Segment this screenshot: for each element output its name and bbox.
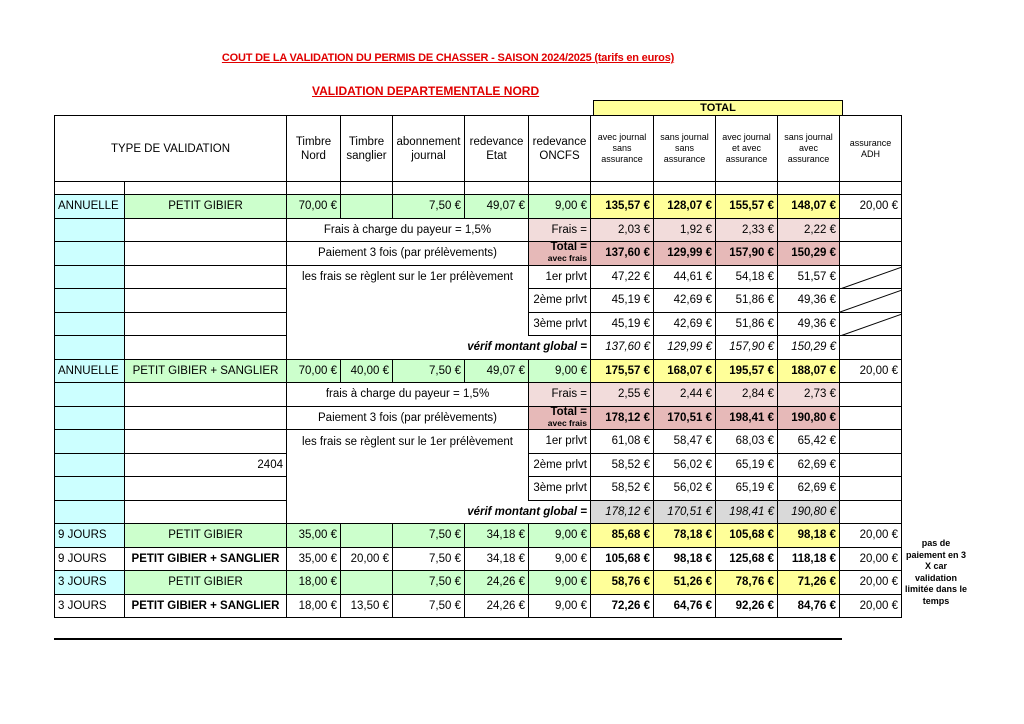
document-title: COUT DE LA VALIDATION DU PERMIS DE CHASSER - SAISON 2024/2025 (tarifs en euros) xyxy=(221,52,675,64)
redevance-etat-cell: 34,18 € xyxy=(465,524,529,548)
table-row xyxy=(55,336,902,360)
prelevement-label: 1er prlvt xyxy=(529,265,591,289)
prelevement-cell: 51,86 € xyxy=(716,312,778,336)
total-cell: 105,68 € xyxy=(716,524,778,548)
prelevement-label: 2ème prlvt xyxy=(529,453,591,477)
prelevement-cell: 65,19 € xyxy=(716,477,778,501)
total-cell: 195,57 € xyxy=(716,359,778,383)
verif-cell: 129,99 € xyxy=(654,336,716,360)
total-cell: 85,68 € xyxy=(591,524,654,548)
verif-cell: 198,41 € xyxy=(716,500,778,524)
prelevement-cell: 45,19 € xyxy=(591,312,654,336)
paiement-label: Paiement 3 fois (par prélèvements) xyxy=(287,242,529,266)
header-timbre-nord: Timbre Nord xyxy=(287,116,341,182)
prelevement-cell: 65,19 € xyxy=(716,453,778,477)
prelevement-cell: 54,18 € xyxy=(716,265,778,289)
total-cell: 118,18 € xyxy=(778,547,840,571)
total-cell: 64,76 € xyxy=(654,594,716,618)
verif-cell: 157,90 € xyxy=(716,336,778,360)
header-redevance-oncfs: redevance ONCFS xyxy=(529,116,591,182)
table-row xyxy=(55,477,902,501)
frais-short-label: Frais = xyxy=(529,383,591,407)
table-row xyxy=(55,359,902,383)
header-row xyxy=(55,116,902,182)
total-cell: 168,07 € xyxy=(654,359,716,383)
redevance-etat-cell: 49,07 € xyxy=(465,359,529,383)
prelevement-label: 1er prlvt xyxy=(529,430,591,454)
type-cell: PETIT GIBIER xyxy=(125,195,287,219)
redevance-etat-cell: 24,26 € xyxy=(465,594,529,618)
type-cell: PETIT GIBIER + SANGLIER xyxy=(125,359,287,383)
redevance-oncfs-cell: 9,00 € xyxy=(529,547,591,571)
prelevement-cell: 62,69 € xyxy=(778,477,840,501)
table-row xyxy=(55,524,902,548)
note-2404: 2404 xyxy=(125,453,287,477)
abonnement-cell: 7,50 € xyxy=(393,547,465,571)
total-frais-cell: 150,29 € xyxy=(778,242,840,266)
total-frais-label: Total = avec frais xyxy=(529,242,591,266)
diagonal-strike xyxy=(840,312,902,336)
prelevement-cell: 56,02 € xyxy=(654,477,716,501)
total-cell: 78,18 € xyxy=(654,524,716,548)
header-total-3: avec journal et avec assurance xyxy=(716,116,778,182)
frais-label: Frais à charge du payeur = 1,5% xyxy=(287,218,529,242)
table-row xyxy=(55,500,902,524)
header-redevance-etat: redevance Etat xyxy=(465,116,529,182)
timbre-nord-cell: 70,00 € xyxy=(287,359,341,383)
assurance-cell: 20,00 € xyxy=(840,547,902,571)
frais-cell: 2,55 € xyxy=(591,383,654,407)
verif-cell: 137,60 € xyxy=(591,336,654,360)
timbre-nord-cell: 70,00 € xyxy=(287,195,341,219)
abonnement-cell: 7,50 € xyxy=(393,524,465,548)
side-note: pas de paiement en 3 X car validation limitée dans le temps xyxy=(904,538,968,606)
header-total-4: sans journal avec assurance xyxy=(778,116,840,182)
table-row xyxy=(55,265,902,289)
assurance-cell: 20,00 € xyxy=(840,524,902,548)
table-row xyxy=(55,242,902,266)
header-type: TYPE DE VALIDATION xyxy=(55,116,287,182)
total-frais-cell: 137,60 € xyxy=(591,242,654,266)
total-cell: 98,18 € xyxy=(654,547,716,571)
table-row xyxy=(55,406,902,430)
frais-label: frais à charge du payeur = 1,5% xyxy=(287,383,529,407)
prelevement-cell: 62,69 € xyxy=(778,453,840,477)
verif-cell: 170,51 € xyxy=(654,500,716,524)
abonnement-cell: 7,50 € xyxy=(393,594,465,618)
total-frais-cell: 190,80 € xyxy=(778,406,840,430)
frais-cell: 2,44 € xyxy=(654,383,716,407)
total-cell: 135,57 € xyxy=(591,195,654,219)
duree-cell: ANNUELLE xyxy=(55,359,125,383)
prelevement-cell: 65,42 € xyxy=(778,430,840,454)
total-cell: 128,07 € xyxy=(654,195,716,219)
total-cell: 98,18 € xyxy=(778,524,840,548)
paiement-label: Paiement 3 fois (par prélèvements) xyxy=(287,406,529,430)
prelevement-cell: 58,52 € xyxy=(591,453,654,477)
table-row xyxy=(55,547,902,571)
redevance-oncfs-cell: 9,00 € xyxy=(529,594,591,618)
prelevement-cell: 58,52 € xyxy=(591,477,654,501)
redevance-oncfs-cell: 9,00 € xyxy=(529,359,591,383)
total-cell: 148,07 € xyxy=(778,195,840,219)
prelevement-cell: 42,69 € xyxy=(654,312,716,336)
tarif-table xyxy=(54,115,902,618)
prelevement-cell: 61,08 € xyxy=(591,430,654,454)
duree-cell: 9 JOURS xyxy=(55,547,125,571)
prelevement-cell: 49,36 € xyxy=(778,312,840,336)
timbre-nord-cell: 35,00 € xyxy=(287,547,341,571)
frais-cell: 2,22 € xyxy=(778,218,840,242)
total-cell: 92,26 € xyxy=(716,594,778,618)
table-row xyxy=(55,594,902,618)
timbre-sanglier-cell: 40,00 € xyxy=(341,359,393,383)
type-cell: PETIT GIBIER xyxy=(125,524,287,548)
duree-cell: 3 JOURS xyxy=(55,571,125,595)
prelevement-cell: 51,57 € xyxy=(778,265,840,289)
timbre-sanglier-cell xyxy=(341,524,393,548)
bottom-divider xyxy=(54,638,842,640)
prelevement-cell: 68,03 € xyxy=(716,430,778,454)
abonnement-cell: 7,50 € xyxy=(393,571,465,595)
total-cell: 51,26 € xyxy=(654,571,716,595)
prelevement-cell: 58,47 € xyxy=(654,430,716,454)
abonnement-cell: 7,50 € xyxy=(393,359,465,383)
verif-cell: 190,80 € xyxy=(778,500,840,524)
document-subtitle: VALIDATION DEPARTEMENTALE NORD xyxy=(312,84,540,98)
regle-label: les frais se règlent sur le 1er prélèvement xyxy=(287,430,529,454)
timbre-nord-cell: 35,00 € xyxy=(287,524,341,548)
redevance-oncfs-cell: 9,00 € xyxy=(529,195,591,219)
total-frais-label: Total = avec frais xyxy=(529,406,591,430)
verif-cell: 178,12 € xyxy=(591,500,654,524)
prelevement-label: 3ème prlvt xyxy=(529,312,591,336)
assurance-cell: 20,00 € xyxy=(840,571,902,595)
total-cell: 71,26 € xyxy=(778,571,840,595)
assurance-cell: 20,00 € xyxy=(840,594,902,618)
timbre-sanglier-cell xyxy=(341,571,393,595)
prelevement-cell: 49,36 € xyxy=(778,289,840,313)
total-cell: 155,57 € xyxy=(716,195,778,219)
prelevement-cell: 42,69 € xyxy=(654,289,716,313)
frais-cell: 1,92 € xyxy=(654,218,716,242)
header-total-1: avec journal sans assurance xyxy=(591,116,654,182)
total-cell: 125,68 € xyxy=(716,547,778,571)
table-row xyxy=(55,289,902,313)
verif-cell: 150,29 € xyxy=(778,336,840,360)
timbre-sanglier-cell: 13,50 € xyxy=(341,594,393,618)
redevance-etat-cell: 24,26 € xyxy=(465,571,529,595)
header-assurance: assurance ADH xyxy=(840,116,902,182)
diagonal-strike xyxy=(840,265,902,289)
type-cell: PETIT GIBIER + SANGLIER xyxy=(125,547,287,571)
prelevement-cell: 47,22 € xyxy=(591,265,654,289)
duree-cell: 3 JOURS xyxy=(55,594,125,618)
prelevement-cell: 44,61 € xyxy=(654,265,716,289)
abonnement-cell: 7,50 € xyxy=(393,195,465,219)
total-frais-cell: 157,90 € xyxy=(716,242,778,266)
timbre-nord-cell: 18,00 € xyxy=(287,594,341,618)
total-cell: 188,07 € xyxy=(778,359,840,383)
total-frais-cell: 178,12 € xyxy=(591,406,654,430)
prelevement-label: 2ème prlvt xyxy=(529,289,591,313)
total-cell: 84,76 € xyxy=(778,594,840,618)
duree-cell: ANNUELLE xyxy=(55,195,125,219)
total-frais-cell: 198,41 € xyxy=(716,406,778,430)
redevance-oncfs-cell: 9,00 € xyxy=(529,571,591,595)
redevance-etat-cell: 49,07 € xyxy=(465,195,529,219)
header-total-2: sans journal sans assurance xyxy=(654,116,716,182)
verif-label: vérif montant global = xyxy=(287,500,591,524)
total-cell: 105,68 € xyxy=(591,547,654,571)
verif-label: vérif montant global = xyxy=(287,336,591,360)
total-cell: 58,76 € xyxy=(591,571,654,595)
assurance-cell: 20,00 € xyxy=(840,195,902,219)
redevance-oncfs-cell: 9,00 € xyxy=(529,524,591,548)
table-row xyxy=(55,430,902,454)
total-frais-cell: 170,51 € xyxy=(654,406,716,430)
prelevement-cell: 56,02 € xyxy=(654,453,716,477)
table-row xyxy=(55,453,902,477)
redevance-etat-cell: 34,18 € xyxy=(465,547,529,571)
prelevement-cell: 51,86 € xyxy=(716,289,778,313)
total-header: TOTAL xyxy=(593,100,843,115)
table-row xyxy=(55,571,902,595)
table-row xyxy=(55,312,902,336)
regle-label: les frais se règlent sur le 1er prélèvement xyxy=(287,265,529,289)
type-cell: PETIT GIBIER + SANGLIER xyxy=(125,594,287,618)
timbre-sanglier-cell: 20,00 € xyxy=(341,547,393,571)
diagonal-strike xyxy=(840,289,902,313)
frais-cell: 2,03 € xyxy=(591,218,654,242)
prelevement-label: 3ème prlvt xyxy=(529,477,591,501)
frais-short-label: Frais = xyxy=(529,218,591,242)
total-cell: 78,76 € xyxy=(716,571,778,595)
total-cell: 72,26 € xyxy=(591,594,654,618)
frais-cell: 2,84 € xyxy=(716,383,778,407)
total-frais-cell: 129,99 € xyxy=(654,242,716,266)
table-row xyxy=(55,195,902,219)
duree-cell: 9 JOURS xyxy=(55,524,125,548)
frais-cell: 2,33 € xyxy=(716,218,778,242)
timbre-sanglier-cell xyxy=(341,195,393,219)
timbre-nord-cell: 18,00 € xyxy=(287,571,341,595)
table-row xyxy=(55,383,902,407)
header-abonnement: abonnement journal xyxy=(393,116,465,182)
assurance-cell: 20,00 € xyxy=(840,359,902,383)
prelevement-cell: 45,19 € xyxy=(591,289,654,313)
frais-cell: 2,73 € xyxy=(778,383,840,407)
table-row xyxy=(55,218,902,242)
header-timbre-sanglier: Timbre sanglier xyxy=(341,116,393,182)
total-cell: 175,57 € xyxy=(591,359,654,383)
type-cell: PETIT GIBIER xyxy=(125,571,287,595)
